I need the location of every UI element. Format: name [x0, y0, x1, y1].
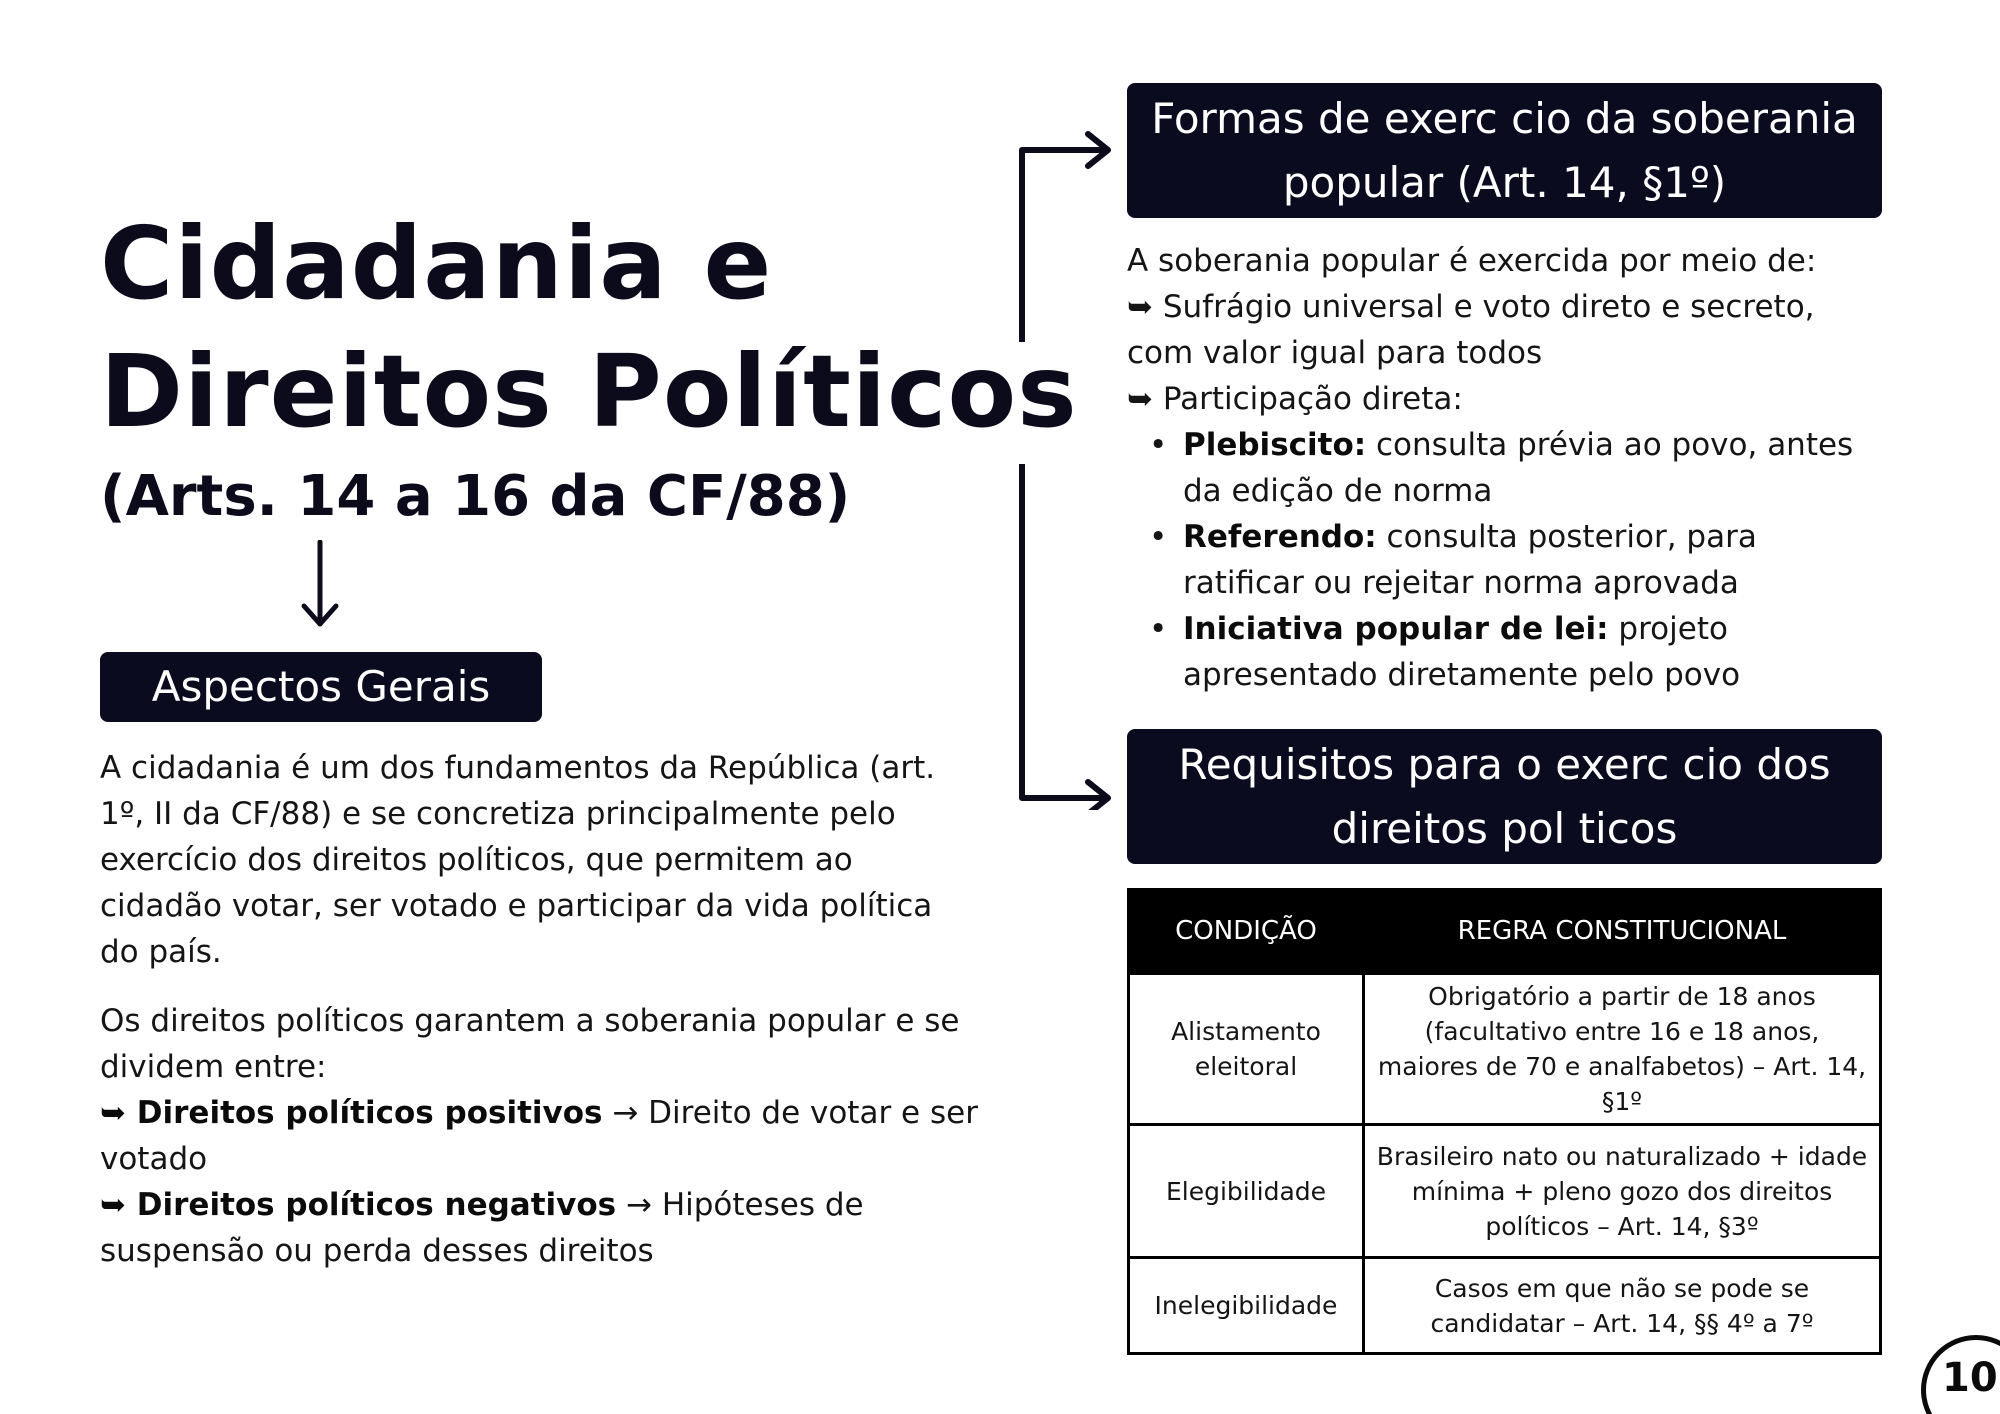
referendo-text: consulta posterior, para ratificar ou rejeitar norma aprovada [1183, 519, 1757, 601]
cell-regra: Obrigatório a partir de 18 anos (facultativo entre 16 e 18 anos, maiores de 70 e analfabetos) – Art. 14, §1º [1364, 974, 1881, 1125]
direitos-negativos [100, 1182, 980, 1274]
list-item [1183, 514, 1887, 606]
aspectos-gerais-label: Aspectos Gerais [100, 652, 542, 722]
list-item [1183, 606, 1887, 698]
formas-label-line-2: popular (Art. 14, §1º) [1282, 158, 1727, 207]
cell-regra: Casos em que não se pode se candidatar – Art. 14, §§ 4º a 7º [1364, 1258, 1881, 1354]
table-row [1129, 1258, 1881, 1354]
requisitos-label-line-2: direitos pol ticos [1331, 804, 1678, 853]
aspectos-paragraph-1: A cidadania é um dos fundamentos da República (art. 1º, II da CF/88) e se concretiza principalmente pelo exercício dos direitos políticos, que permitem ao cidadão votar, ser votado e participar da vida política do país. [100, 750, 936, 970]
direitos-negativos-text: → Hipóteses de suspensão ou perda desses direitos [100, 1187, 864, 1269]
cell-condicao: Alistamento eleitoral [1129, 974, 1364, 1125]
plebiscito-text: consulta prévia ao povo, antes da edição de norma [1183, 427, 1854, 509]
sufragio-item: ➥ Sufrágio universal e voto direto e secreto, com valor igual para todos [1127, 289, 1815, 371]
iniciativa-text: projeto apresentado diretamente pelo povo [1183, 611, 1741, 693]
direitos-intro: Os direitos políticos garantem a soberania popular e se dividem entre: [100, 1003, 960, 1085]
requisitos-label-line-1: Requisitos para o exerc cio dos [1178, 740, 1831, 789]
table-row [1129, 974, 1881, 1125]
plebiscito-term: Plebiscito: [1183, 427, 1367, 463]
table-row [1129, 1125, 1881, 1258]
cell-condicao: Inelegibilidade [1129, 1258, 1364, 1354]
direitos-positivos [100, 1090, 980, 1182]
cell-condicao: Elegibilidade [1129, 1125, 1364, 1258]
page-subtitle: (Arts. 14 a 16 da CF/88) [100, 464, 851, 529]
soberania-text [1127, 238, 1887, 698]
page-title [100, 200, 1078, 456]
requisitos-table [1127, 888, 1882, 1355]
page-number: 10 [1942, 1355, 1998, 1401]
table-header-row [1129, 890, 1881, 974]
participacao-item: ➥ Participação direta: [1127, 381, 1463, 417]
soberania-intro: A soberania popular é exercida por meio de: [1127, 243, 1817, 279]
iniciativa-term: Iniciativa popular de lei: [1183, 611, 1609, 647]
aspectos-paragraph-2 [100, 998, 980, 1274]
list-item [1183, 422, 1887, 514]
header-condicao: CONDIÇÃO [1129, 890, 1364, 974]
bracket-arrows-icon [1000, 130, 1120, 810]
title-line-2: Direitos Políticos [100, 333, 1078, 450]
participacao-list [1127, 422, 1887, 698]
referendo-term: Referendo: [1183, 519, 1377, 555]
direitos-positivos-label: ➥ Direitos políticos positivos [100, 1095, 603, 1131]
requisitos-label [1127, 729, 1882, 864]
title-line-1: Cidadania e [100, 205, 773, 322]
cell-regra: Brasileiro nato ou naturalizado + idade mínima + pleno gozo dos direitos políticos – Art. 14, §3º [1364, 1125, 1881, 1258]
formas-label-line-1: Formas de exerc cio da soberania [1151, 94, 1858, 143]
formas-soberania-label [1127, 83, 1882, 218]
arrow-down-icon [298, 540, 342, 630]
header-regra: REGRA CONSTITUCIONAL [1364, 890, 1881, 974]
direitos-positivos-text: → Direito de votar e ser votado [100, 1095, 978, 1177]
direitos-negativos-label: ➥ Direitos políticos negativos [100, 1187, 617, 1223]
